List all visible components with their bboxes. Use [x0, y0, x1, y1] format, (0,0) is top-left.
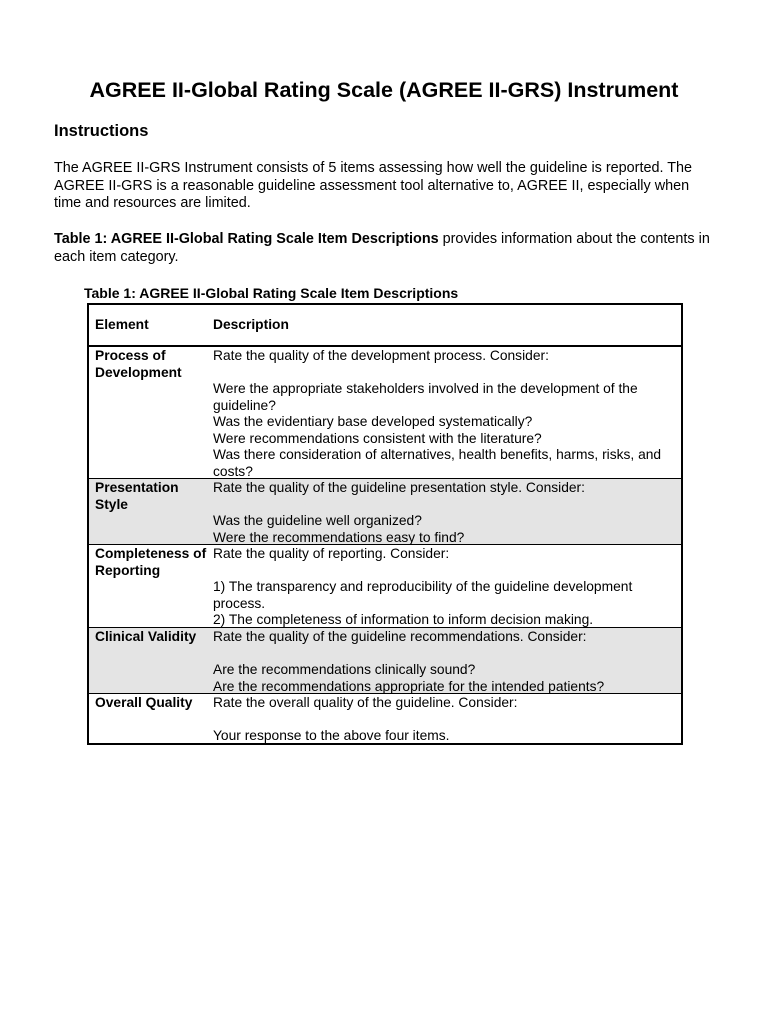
table-row — [89, 545, 681, 628]
row-detail: Your response to the above four items. — [213, 728, 450, 743]
row-description — [213, 695, 675, 745]
row-detail: Was the guideline well organized? — [213, 513, 422, 528]
row-prompt: Rate the quality of reporting. Consider: — [213, 546, 450, 561]
table-row — [89, 347, 681, 479]
row-prompt: Rate the quality of the development process. Consider: — [213, 348, 549, 363]
table-row — [89, 628, 681, 694]
row-element: Clinical Validity — [95, 629, 197, 644]
table-row — [89, 694, 681, 743]
table-reference-bold: Table 1: AGREE II-Global Rating Scale Item Descriptions — [54, 231, 439, 247]
row-description — [213, 480, 675, 546]
row-prompt: Rate the quality of the guideline presentation style. Consider: — [213, 480, 585, 495]
row-detail: Was there consideration of alternatives, health benefits, harms, risks, and costs? — [213, 447, 662, 479]
row-element: Process of Development — [95, 348, 182, 380]
row-detail: 2) The completeness of information to inform decision making. — [213, 612, 594, 627]
intro-paragraph: The AGREE II-GRS Instrument consists of 5 items assessing how well the guideline is reported. The AGREE II-GRS is a reasonable guideline assessment tool alternative to, AGREE II, especially when time and resources are limited. — [54, 160, 693, 212]
row-detail: Were the recommendations easy to find? — [213, 529, 465, 545]
row-description — [213, 629, 675, 695]
row-element: Overall Quality — [95, 695, 193, 710]
header-description: Description — [213, 317, 289, 332]
row-prompt: Rate the quality of the guideline recommendations. Consider: — [213, 629, 587, 644]
header-element: Element — [95, 317, 149, 332]
row-description — [213, 348, 675, 480]
row-detail: Were recommendations consistent with the literature? — [213, 430, 542, 446]
row-detail: Were the appropriate stakeholders involved in the development of the guideline? — [213, 381, 638, 413]
table-reference-paragraph — [54, 231, 714, 266]
instructions-heading: Instructions — [54, 122, 149, 140]
table-caption: Table 1: AGREE II-Global Rating Scale Item Descriptions — [84, 285, 459, 301]
row-detail: Are the recommendations appropriate for the intended patients? — [213, 678, 605, 694]
row-element: Presentation Style — [95, 480, 179, 512]
rating-scale-table — [87, 303, 683, 745]
table-reference-text: provides information about the contents in each item category. — [54, 231, 710, 265]
row-description — [213, 546, 675, 629]
table-header-row — [89, 305, 681, 347]
table-row — [89, 479, 681, 545]
row-detail: Was the evidentiary base developed systematically? — [213, 414, 533, 429]
row-prompt: Rate the overall quality of the guideline. Consider: — [213, 695, 518, 710]
row-element: Completeness of Reporting — [95, 546, 207, 578]
row-detail: 1) The transparency and reproducibility of the guideline development process. — [213, 579, 633, 611]
page-title: AGREE II-Global Rating Scale (AGREE II-GRS) Instrument — [89, 78, 679, 102]
row-detail: Are the recommendations clinically sound? — [213, 662, 476, 677]
